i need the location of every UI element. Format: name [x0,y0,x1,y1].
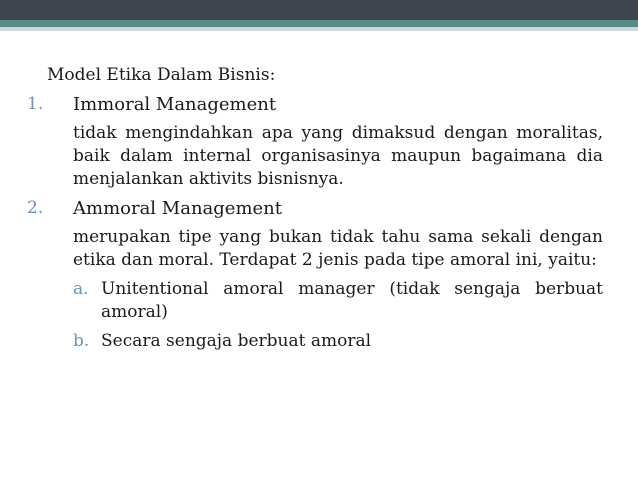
sub-item-text: Secara sengaja berbuat amoral [101,331,372,351]
list-number: 1. [27,94,44,114]
slide-content [27,64,603,359]
sub-item-text: Unitentional amoral manager (tidak sengaja berbuat amoral) [101,279,603,322]
item-description: tidak mengindahkan apa yang dimaksud dengan moralitas, baik dalam internal organisasinya maupun bagaimana dia menjalankan aktivits bisnisnya. [73,123,603,189]
item-heading: Ammoral Management [73,198,282,219]
header-light-bar [0,27,638,31]
list-number: 2. [27,198,44,218]
sub-item-b [73,330,603,353]
sub-letter: b. [73,331,90,351]
header-dark-bar [0,0,638,20]
sub-item-a [73,278,603,324]
list-item-2 [27,197,603,353]
sub-letter: a. [73,279,89,299]
header-accent-bar [0,20,638,27]
item-heading: Immoral Management [73,94,277,115]
slide-title: Model Etika Dalam Bisnis: [47,65,276,85]
list-item-1 [27,93,603,191]
item-description: merupakan tipe yang bukan tidak tahu sama sekali dengan etika dan moral. Terdapat 2 jenis pada tipe amoral ini, yaitu: [73,227,603,270]
